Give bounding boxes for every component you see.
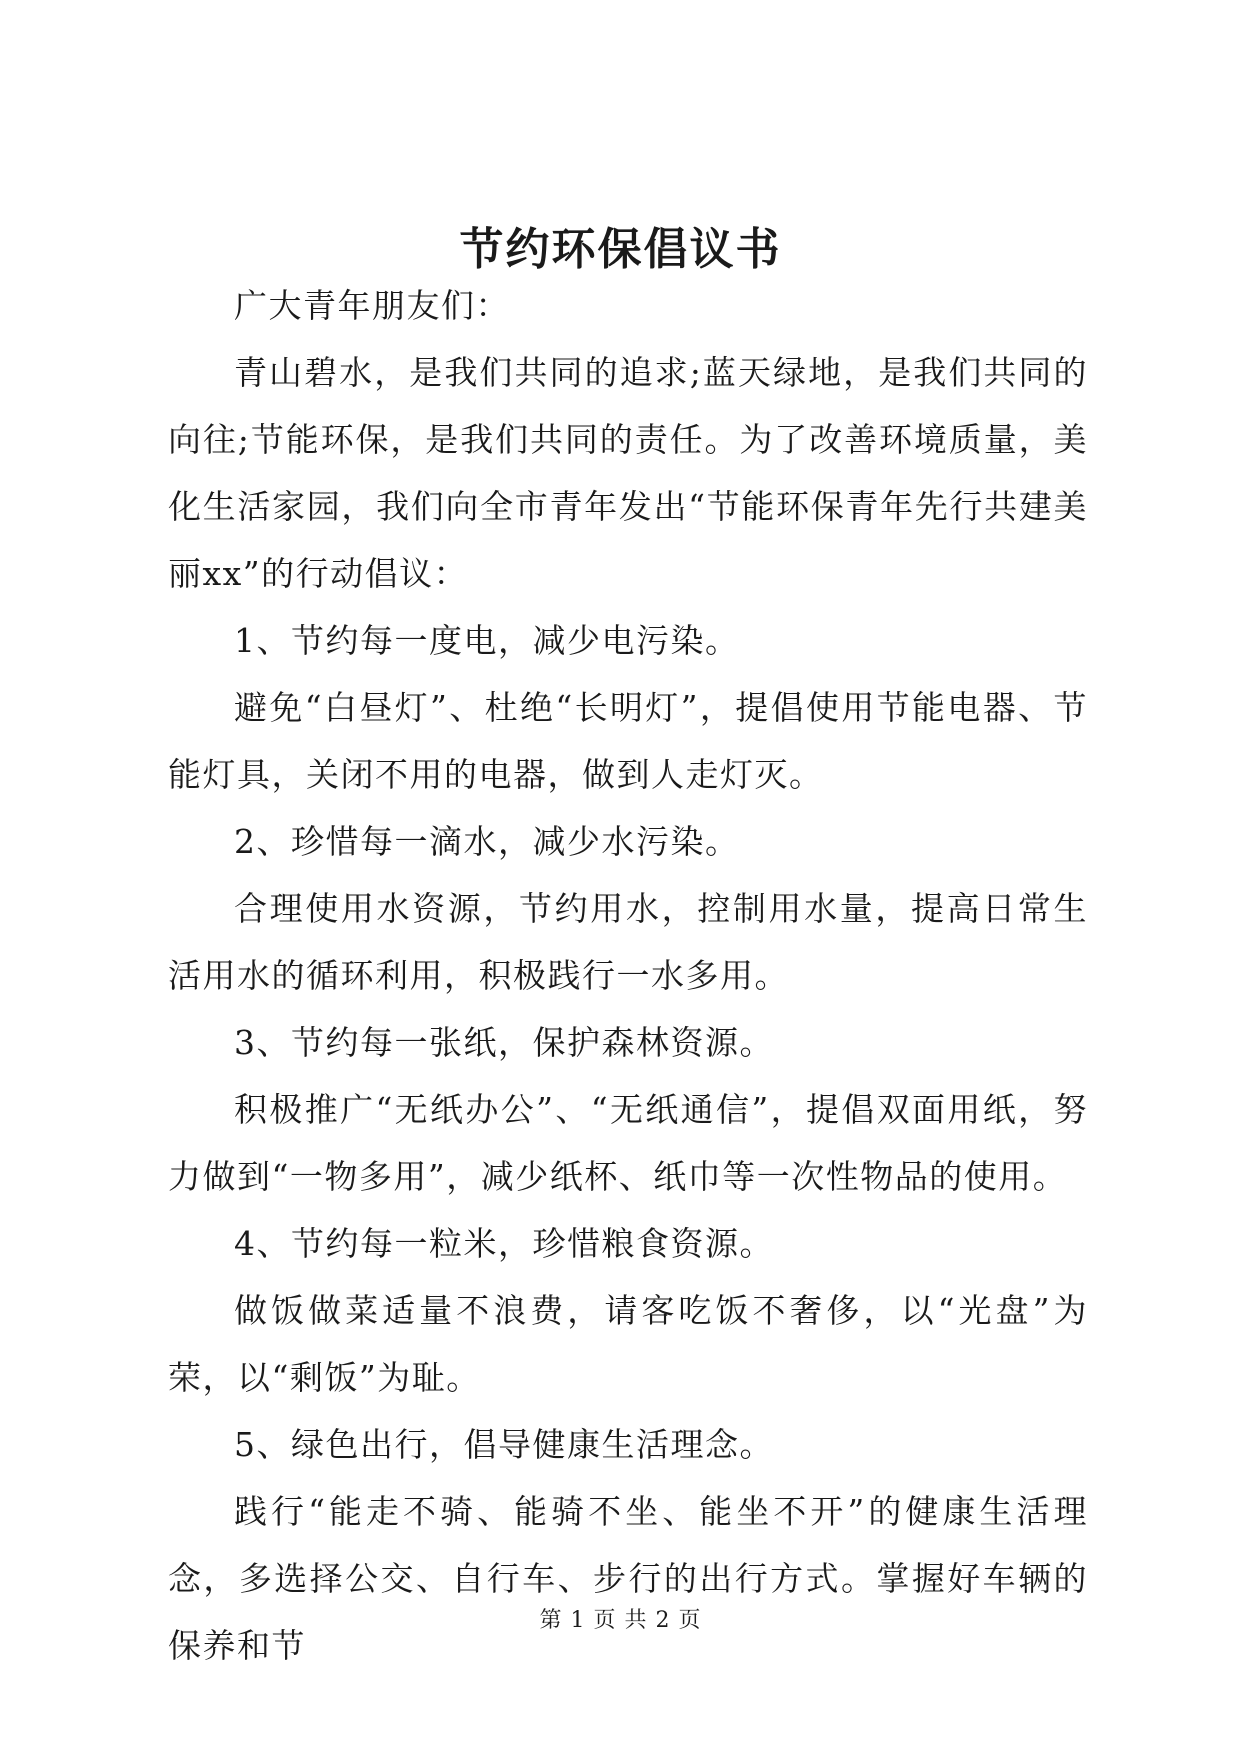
heading-item-3: 3、节约每一张纸，保护森林资源。	[234, 1023, 774, 1062]
page-footer: 第 1 页 共 2 页	[539, 1608, 702, 1633]
heading-item-4: 4、节约每一粒米，珍惜粮食资源。	[234, 1224, 774, 1263]
greeting: 广大青年朋友们：	[234, 286, 510, 325]
paragraph-item-1: 避免“白昼灯”、杜绝“长明灯”，提倡使用节能电器、节能灯具，关闭不用的电器，做到人走灯灭。	[168, 688, 1088, 794]
heading-item-1: 1、节约每一度电，减少电污染。	[234, 621, 740, 660]
document-title: 节约环保倡议书	[459, 224, 782, 275]
paragraph-item-5: 践行“能走不骑、能骑不坐、能坐不开”的健康生活理念，多选择公交、自行车、步行的出行方式。掌握好车辆的保养和节	[168, 1492, 1088, 1665]
paragraph-intro: 青山碧水，是我们共同的追求;蓝天绿地，是我们共同的向往;节能环保，是我们共同的责任。为了改善环境质量，美化生活家园，我们向全市青年发出“节能环保青年先行共建美丽xx”的行动倡议：	[168, 353, 1088, 593]
paragraph-item-3: 积极推广“无纸办公”、“无纸通信”，提倡双面用纸，努力做到“一物多用”，减少纸杯、纸巾等一次性物品的使用。	[168, 1090, 1088, 1196]
heading-item-5: 5、绿色出行，倡导健康生活理念。	[234, 1425, 774, 1464]
document-body	[168, 272, 1088, 1679]
heading-item-2: 2、珍惜每一滴水，减少水污染。	[234, 822, 740, 861]
paragraph-item-2: 合理使用水资源，节约用水，控制用水量，提高日常生活用水的循环利用，积极践行一水多用。	[168, 889, 1088, 995]
paragraph-item-4: 做饭做菜适量不浪费，请客吃饭不奢侈，以“光盘”为荣，以“剩饭”为耻。	[168, 1291, 1088, 1397]
